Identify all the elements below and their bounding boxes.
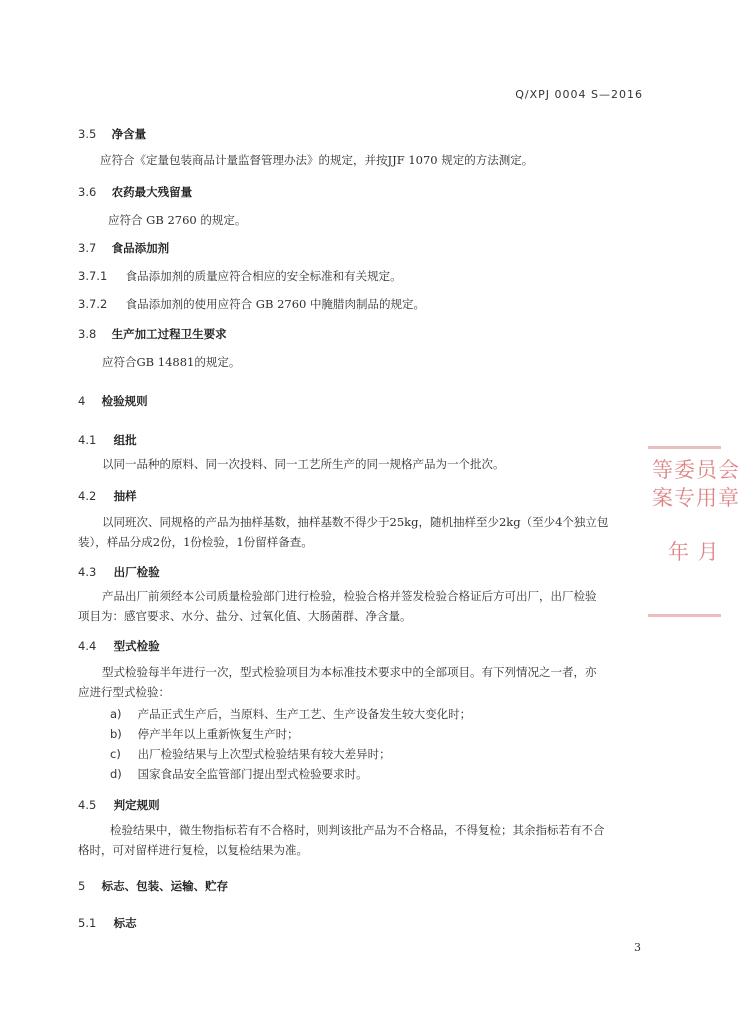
seal-border-bottom [648, 614, 721, 617]
chapter-title: 标志、包装、运输、贮存 [101, 879, 229, 893]
section-number: 4.3 [78, 565, 97, 579]
seal-text-line3: 年 月 [668, 540, 720, 564]
list-marker: a) [110, 707, 122, 721]
section-title: 抽样 [113, 489, 137, 503]
section-3-6-heading [78, 184, 192, 200]
seal-border-top [648, 446, 721, 449]
section-number: 4.2 [78, 489, 97, 503]
chapter-number: 4 [78, 394, 86, 408]
section-number: 4.5 [78, 798, 97, 812]
chapter-5-heading [78, 878, 228, 894]
list-marker: b) [110, 727, 122, 741]
list-marker: d) [110, 767, 122, 781]
section-number: 3.6 [78, 185, 97, 199]
list-item [110, 706, 471, 722]
section-3-6-text: 应符合 GB 2760 的规定。 [108, 213, 247, 227]
section-4-2-heading [78, 488, 137, 504]
section-title: 判定规则 [113, 798, 160, 812]
list-item [110, 726, 299, 742]
section-4-5-text-line1: 检验结果中，微生物指标若有不合格时，则判该批产品为不合格品，不得复检；其余指标若有不合 [110, 823, 605, 837]
section-number: 5.1 [78, 916, 97, 930]
section-number: 3.7 [78, 241, 97, 255]
section-4-2-text-line2: 装），样品分成2份，1份检验，1份留样备查。 [78, 535, 313, 549]
clause-text: 食品添加剂的质量应符合相应的安全标准和有关规定。 [125, 269, 402, 283]
section-number: 4.4 [78, 639, 97, 653]
section-4-1-heading [78, 432, 137, 448]
section-title: 净含量 [111, 127, 147, 141]
section-5-1-heading [78, 915, 137, 931]
clause-3-7-2 [78, 296, 425, 312]
section-title: 生产加工过程卫生要求 [111, 327, 227, 341]
section-4-5-text-line2: 格时，可对留样进行复检，以复检结果为准。 [78, 843, 308, 857]
section-title: 农药最大残留量 [111, 185, 193, 199]
page-number: 3 [634, 941, 641, 954]
clause-number: 3.7.1 [78, 269, 108, 283]
registration-seal [648, 446, 740, 621]
section-3-8-text: 应符合GB 14881的规定。 [102, 355, 241, 369]
standard-code-header: Q/XPJ 0004 S—2016 [515, 88, 643, 101]
clause-text: 食品添加剂的使用应符合 GB 2760 中腌腊肉制品的规定。 [125, 297, 426, 311]
list-item-text: 停产半年以上重新恢复生产时； [137, 727, 299, 741]
section-number: 3.8 [78, 327, 97, 341]
seal-text-line2: 案专用章 [652, 486, 740, 510]
list-item-text: 出厂检验结果与上次型式检验结果有较大差异时； [137, 747, 391, 761]
section-number: 3.5 [78, 127, 97, 141]
seal-text-line1: 等委员会 [652, 458, 740, 482]
section-title: 出厂检验 [113, 565, 160, 579]
clause-3-7-1 [78, 268, 402, 284]
section-3-5-heading [78, 126, 146, 142]
list-item-text: 国家食品安全监管部门提出型式检验要求时。 [137, 767, 368, 781]
section-number: 4.1 [78, 433, 97, 447]
list-marker: c) [110, 747, 121, 761]
section-4-3-text-line1: 产品出厂前须经本公司质量检验部门进行检验，检验合格并签发检验合格证后方可出厂，出厂检验 [102, 589, 597, 603]
section-3-8-heading [78, 326, 227, 342]
section-3-7-heading [78, 240, 169, 256]
list-item [110, 746, 391, 762]
list-item-text: 产品正式生产后，当原料、生产工艺、生产设备发生较大变化时； [137, 707, 472, 721]
chapter-number: 5 [78, 879, 86, 893]
section-4-1-text: 以同一品种的原料、同一次投料、同一工艺所生产的同一规格产品为一个批次。 [102, 457, 505, 471]
clause-number: 3.7.2 [78, 297, 108, 311]
section-4-2-text-line1: 以同班次、同规格的产品为抽样基数，抽样基数不得少于25kg，随机抽样至少2kg（至少4个独立包 [102, 515, 609, 529]
section-title: 标志 [113, 916, 137, 930]
section-title: 食品添加剂 [111, 241, 170, 255]
section-4-3-text-line2: 项目为：感官要求、水分、盐分、过氧化值、大肠菌群、净含量。 [78, 609, 412, 623]
section-title: 型式检验 [113, 639, 160, 653]
section-4-5-heading [78, 797, 160, 813]
section-title: 组批 [113, 433, 137, 447]
section-4-4-text-line2: 应进行型式检验： [78, 685, 170, 699]
section-3-5-text: 应符合《定量包装商品计量监督管理办法》的规定，并按JJF 1070 规定的方法测定。 [100, 153, 534, 167]
list-item [110, 766, 368, 782]
section-4-4-text-line1: 型式检验每半年进行一次，型式检验项目为本标准技术要求中的全部项目。有下列情况之一者，亦 [102, 665, 597, 679]
chapter-4-heading [78, 393, 148, 409]
chapter-title: 检验规则 [101, 394, 148, 408]
section-4-3-heading [78, 564, 160, 580]
section-4-4-heading [78, 638, 160, 654]
